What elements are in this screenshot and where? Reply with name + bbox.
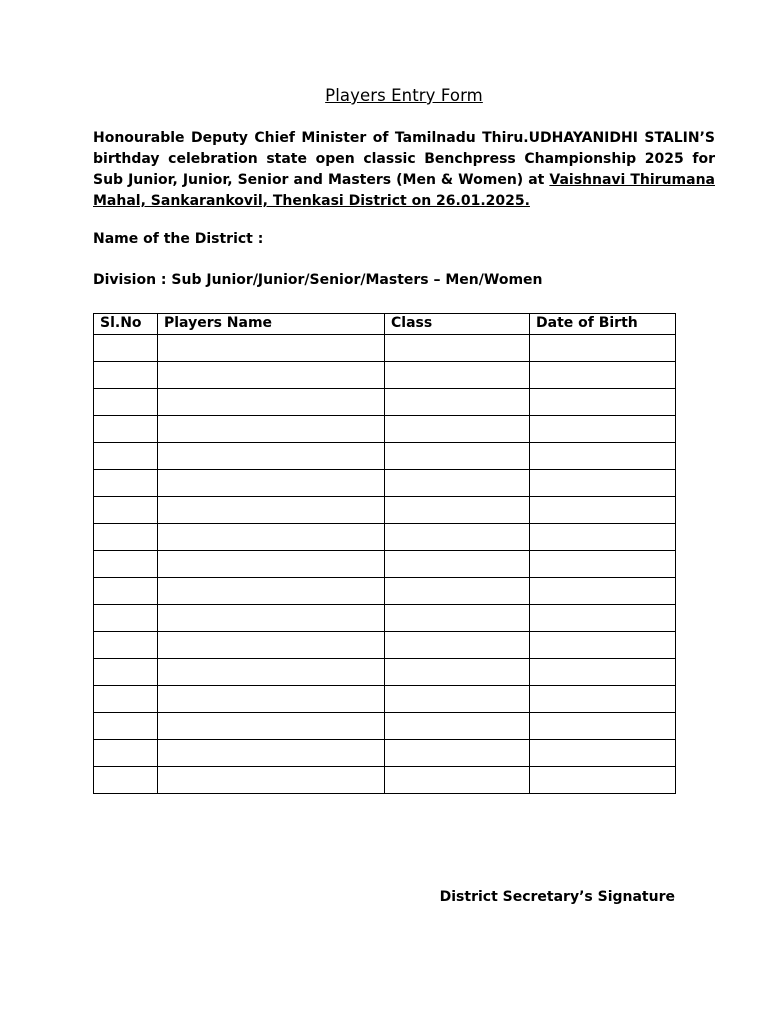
intro-text: Honourable Deputy Chief Minister of Tamilnadu Thiru.UDHAYANIDHI STALIN’S birthday celebration state open classic Benchpress Championship 2025 for Sub Junior, Junior, Senior and Masters (Men & Women) at xyxy=(93,130,715,188)
table-row xyxy=(94,551,676,578)
sl-no-cell[interactable] xyxy=(94,740,158,767)
players-name-cell[interactable] xyxy=(158,551,385,578)
intro-paragraph xyxy=(93,128,715,212)
class-cell[interactable] xyxy=(385,443,530,470)
date-of-birth-cell[interactable] xyxy=(530,443,676,470)
sl-no-cell[interactable] xyxy=(94,335,158,362)
date-of-birth-cell[interactable] xyxy=(530,659,676,686)
class-cell[interactable] xyxy=(385,416,530,443)
header-class: Class xyxy=(385,314,530,335)
sl-no-cell[interactable] xyxy=(94,713,158,740)
sl-no-cell[interactable] xyxy=(94,578,158,605)
class-cell[interactable] xyxy=(385,659,530,686)
players-name-cell[interactable] xyxy=(158,767,385,794)
table-row xyxy=(94,713,676,740)
date-of-birth-cell[interactable] xyxy=(530,362,676,389)
players-name-cell[interactable] xyxy=(158,740,385,767)
table-row xyxy=(94,767,676,794)
sl-no-cell[interactable] xyxy=(94,416,158,443)
class-cell[interactable] xyxy=(385,551,530,578)
class-cell[interactable] xyxy=(385,740,530,767)
table-row xyxy=(94,362,676,389)
class-cell[interactable] xyxy=(385,524,530,551)
class-cell[interactable] xyxy=(385,632,530,659)
table-row xyxy=(94,443,676,470)
header-date-of-birth: Date of Birth xyxy=(530,314,676,335)
class-cell[interactable] xyxy=(385,686,530,713)
class-cell[interactable] xyxy=(385,389,530,416)
players-name-cell[interactable] xyxy=(158,362,385,389)
class-cell[interactable] xyxy=(385,578,530,605)
sl-no-cell[interactable] xyxy=(94,551,158,578)
sl-no-cell[interactable] xyxy=(94,605,158,632)
header-sl-no: Sl.No xyxy=(94,314,158,335)
sl-no-cell[interactable] xyxy=(94,389,158,416)
sl-no-cell[interactable] xyxy=(94,470,158,497)
header-players-name: Players Name xyxy=(158,314,385,335)
sl-no-cell[interactable] xyxy=(94,659,158,686)
venue-text: Vaishnavi Thirumana Mahal, Sankarankovil, Thenkasi District on 26.01.2025. xyxy=(93,172,715,209)
players-table xyxy=(93,313,676,794)
date-of-birth-cell[interactable] xyxy=(530,497,676,524)
players-name-cell[interactable] xyxy=(158,632,385,659)
sl-no-cell[interactable] xyxy=(94,767,158,794)
sl-no-cell[interactable] xyxy=(94,632,158,659)
date-of-birth-cell[interactable] xyxy=(530,713,676,740)
date-of-birth-cell[interactable] xyxy=(530,605,676,632)
players-name-cell[interactable] xyxy=(158,578,385,605)
class-cell[interactable] xyxy=(385,497,530,524)
table-row xyxy=(94,335,676,362)
class-cell[interactable] xyxy=(385,713,530,740)
sl-no-cell[interactable] xyxy=(94,497,158,524)
players-name-cell[interactable] xyxy=(158,659,385,686)
players-name-cell[interactable] xyxy=(158,416,385,443)
sl-no-cell[interactable] xyxy=(94,362,158,389)
players-name-cell[interactable] xyxy=(158,335,385,362)
page-title: Players Entry Form xyxy=(325,86,483,105)
table-row xyxy=(94,632,676,659)
date-of-birth-cell[interactable] xyxy=(530,335,676,362)
players-name-cell[interactable] xyxy=(158,497,385,524)
table-header-row xyxy=(94,314,676,335)
players-name-cell[interactable] xyxy=(158,524,385,551)
date-of-birth-cell[interactable] xyxy=(530,551,676,578)
table-body xyxy=(94,335,676,794)
table-row xyxy=(94,659,676,686)
date-of-birth-cell[interactable] xyxy=(530,767,676,794)
class-cell[interactable] xyxy=(385,605,530,632)
players-name-cell[interactable] xyxy=(158,713,385,740)
table-row xyxy=(94,416,676,443)
table-row xyxy=(94,389,676,416)
district-label: Name of the District : xyxy=(93,231,264,247)
class-cell[interactable] xyxy=(385,335,530,362)
date-of-birth-cell[interactable] xyxy=(530,524,676,551)
table-row xyxy=(94,470,676,497)
table-row xyxy=(94,497,676,524)
sl-no-cell[interactable] xyxy=(94,524,158,551)
sl-no-cell[interactable] xyxy=(94,686,158,713)
class-cell[interactable] xyxy=(385,362,530,389)
district-secretary-signature: District Secretary’s Signature xyxy=(439,889,675,905)
date-of-birth-cell[interactable] xyxy=(530,686,676,713)
sl-no-cell[interactable] xyxy=(94,443,158,470)
players-name-cell[interactable] xyxy=(158,605,385,632)
date-of-birth-cell[interactable] xyxy=(530,578,676,605)
table-row xyxy=(94,740,676,767)
table-row xyxy=(94,605,676,632)
players-name-cell[interactable] xyxy=(158,443,385,470)
players-name-cell[interactable] xyxy=(158,389,385,416)
class-cell[interactable] xyxy=(385,767,530,794)
table-row xyxy=(94,686,676,713)
players-name-cell[interactable] xyxy=(158,686,385,713)
players-name-cell[interactable] xyxy=(158,470,385,497)
date-of-birth-cell[interactable] xyxy=(530,470,676,497)
table-row xyxy=(94,524,676,551)
division-label: Division : Sub Junior/Junior/Senior/Masters – Men/Women xyxy=(93,272,543,288)
date-of-birth-cell[interactable] xyxy=(530,632,676,659)
class-cell[interactable] xyxy=(385,470,530,497)
date-of-birth-cell[interactable] xyxy=(530,416,676,443)
table-row xyxy=(94,578,676,605)
date-of-birth-cell[interactable] xyxy=(530,740,676,767)
date-of-birth-cell[interactable] xyxy=(530,389,676,416)
